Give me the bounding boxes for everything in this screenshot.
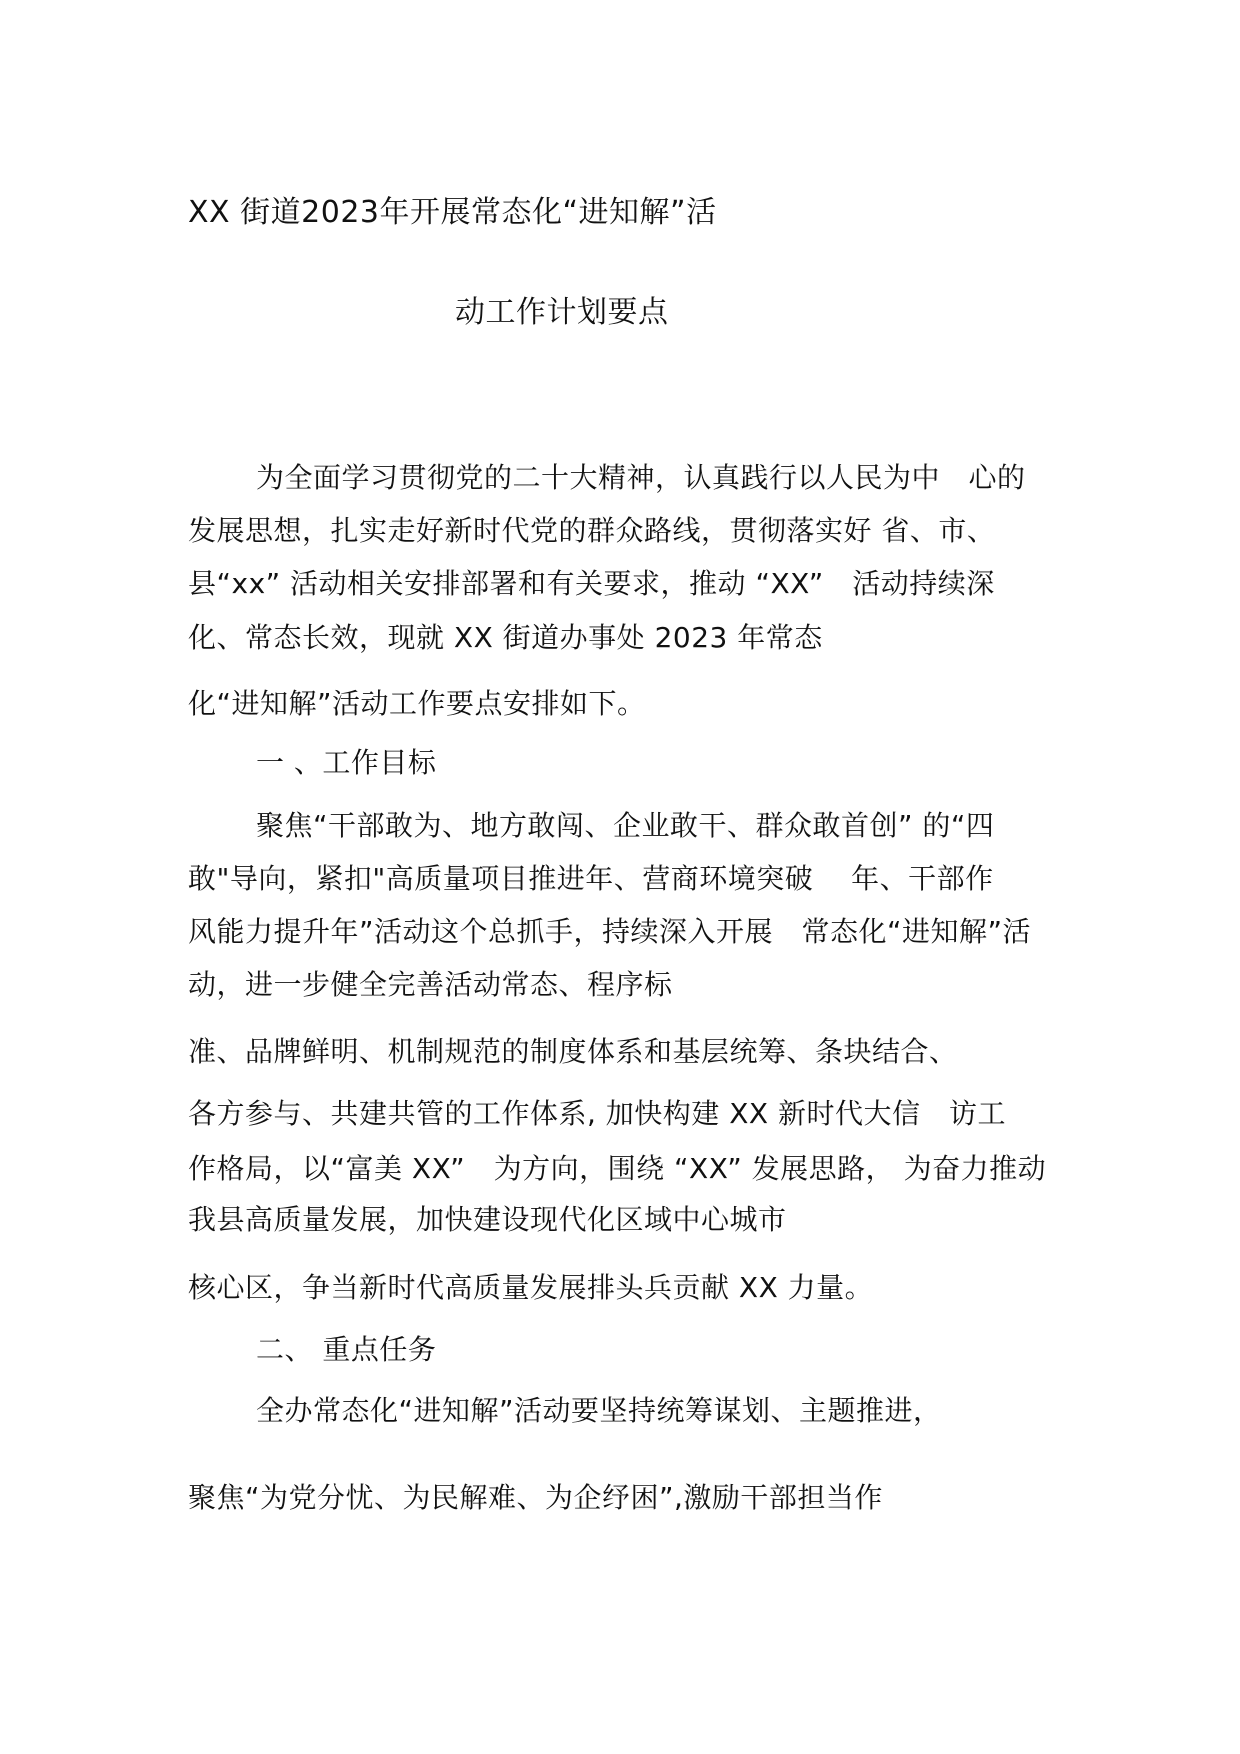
paragraph-line: 化、常态长效，现就 XX 街道办事处 2023 年常态 xyxy=(188,621,823,654)
paragraph-line: 作格局，以“富美 XX” 为方向，围绕 “XX” 发展思路， 为奋力推动 xyxy=(188,1152,1047,1185)
paragraph-line: 核心区，争当新时代高质量发展排头兵贡献 XX 力量。 xyxy=(188,1271,874,1304)
paragraph-line: 化“进知解”活动工作要点安排如下。 xyxy=(188,687,646,720)
paragraph-line: 聚焦“干部敢为、地方敢闯、企业敢干、群众敢首创” 的“四 xyxy=(256,809,995,842)
paragraph-line: 敢"导向，紧扣"高质量项目推进年、营商环境突破 年、干部作 xyxy=(188,862,994,895)
paragraph-line: 各方参与、共建共管的工作体系, 加快构建 XX 新时代大信 访工 xyxy=(188,1097,1006,1130)
section-heading-1: 一 、工作目标 xyxy=(256,746,437,779)
paragraph-line: 发展思想，扎实走好新时代党的群众路线，贯彻落实好 省、市、 xyxy=(188,514,996,547)
paragraph-line: 我县高质量发展，加快建设现代化区域中心城市 xyxy=(188,1203,787,1236)
paragraph-line: 聚焦“为党分忧、为民解难、为企纾困”,激励干部担当作 xyxy=(188,1481,883,1514)
paragraph-line: 动，进一步健全完善活动常态、程序标 xyxy=(188,968,673,1001)
paragraph-line: 为全面学习贯彻党的二十大精神，认真践行以人民为中 心的 xyxy=(256,461,1026,494)
paragraph-line: 准、品牌鲜明、机制规范的制度体系和基层统筹、条块结合、 xyxy=(188,1035,958,1068)
section-heading-2: 二、 重点任务 xyxy=(256,1333,437,1366)
paragraph-line: 县“xx” 活动相关安排部署和有关要求，推动 “XX” 活动持续深 xyxy=(188,567,995,600)
doc-title-line-1: XX 街道2023年开展常态化“进知解”活 xyxy=(188,195,717,230)
doc-title-line-2: 动工作计划要点 xyxy=(455,295,669,330)
paragraph-line: 全办常态化“进知解”活动要坚持统筹谋划、主题推进， xyxy=(256,1394,942,1427)
paragraph-line: 风能力提升年”活动这个总抓手，持续深入开展 常态化“进知解”活 xyxy=(188,915,1032,948)
